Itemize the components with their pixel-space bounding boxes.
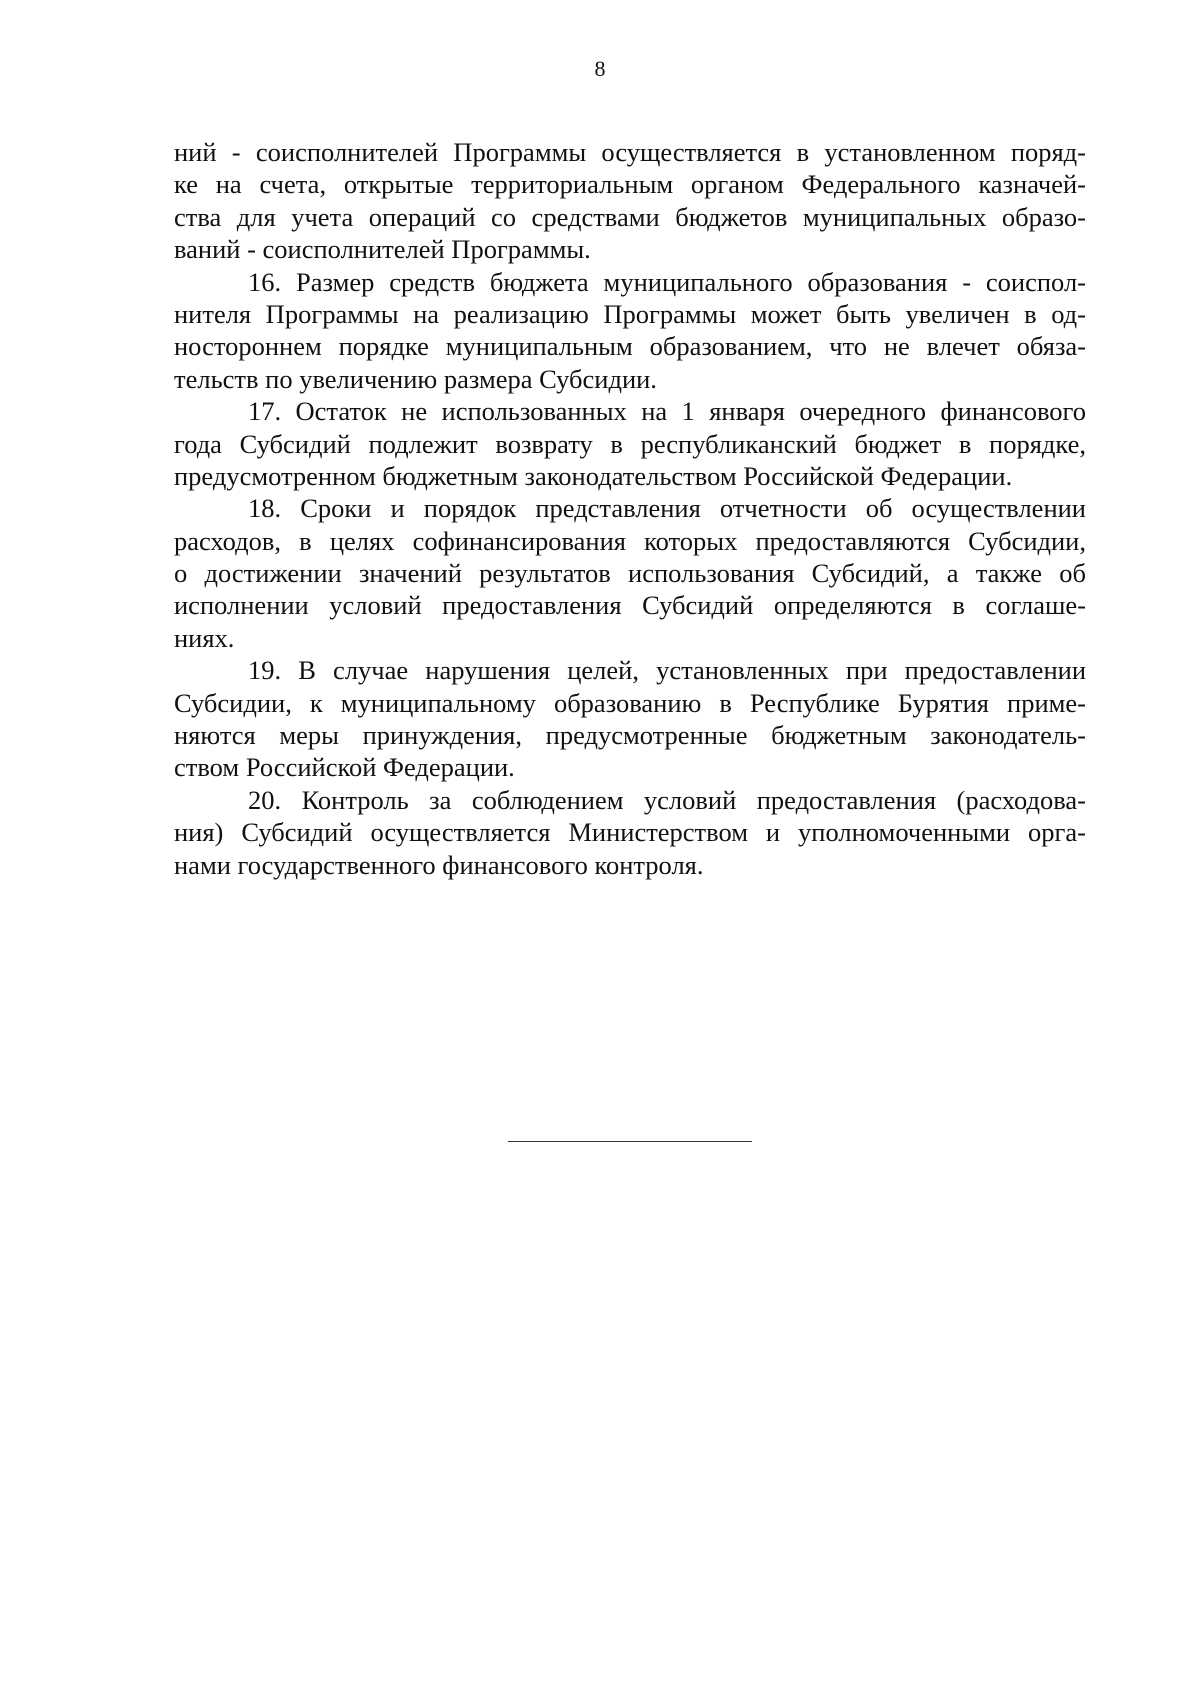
text-line: исполнении условий предоставления Субсидий определяются в соглаше-	[174, 590, 1086, 621]
text-line: няются меры принуждения, предусмотренные бюджетным законодатель-	[174, 720, 1086, 751]
text-line: 20. Контроль за соблюдением условий предоставления (расходова-	[248, 784, 1086, 815]
text-line: 19. В случае нарушения целей, установленных при предоставлении	[248, 655, 1086, 686]
text-line: тельств по увеличению размера Субсидии.	[174, 363, 657, 394]
text-line: ностороннем порядке муниципальным образованием, что не влечет обяза-	[174, 331, 1086, 362]
text-line: предусмотренном бюджетным законодательством Российской Федерации.	[174, 460, 1013, 491]
text-line: ства для учета операций со средствами бюджетов муниципальных образо-	[174, 201, 1086, 232]
document-body	[174, 136, 1086, 881]
text-line: ке на счета, открытые территориальным органом Федерального казначей-	[174, 169, 1086, 200]
paragraph-18	[174, 492, 1086, 654]
text-line: нами государственного финансового контроля.	[174, 849, 704, 880]
text-line: нителя Программы на реализацию Программы может быть увеличен в од-	[174, 298, 1086, 329]
text-line: года Субсидий подлежит возврату в республиканский бюджет в порядке,	[174, 428, 1086, 459]
text-line: 16. Размер средств бюджета муниципального образования - соиспол-	[248, 266, 1086, 297]
text-line: ваний - соисполнителей Программы.	[174, 234, 591, 265]
page-number: 8	[594, 56, 606, 81]
text-line: Субсидии, к муниципальному образованию в Республике Бурятия приме-	[174, 687, 1086, 718]
text-line: ния) Субсидий осуществляется Министерством и уполномоченными орга-	[174, 817, 1086, 848]
text-line: ством Российской Федерации.	[174, 752, 515, 783]
paragraph-16	[174, 266, 1086, 396]
text-line: ниях.	[174, 622, 235, 653]
text-line: ний - соисполнителей Программы осуществляется в установленном поряд-	[174, 137, 1086, 167]
text-line: о достижении значений результатов использования Субсидий, а также об	[174, 558, 1086, 589]
paragraph-20	[174, 784, 1086, 881]
paragraph-19	[174, 654, 1086, 784]
text-line: расходов, в целях софинансирования которых предоставляются Субсидии,	[174, 525, 1086, 556]
text-line: 17. Остаток не использованных на 1 января очередного финансового	[248, 396, 1086, 427]
paragraph-continuation	[174, 136, 1086, 266]
text-line: 18. Сроки и порядок представления отчетности об осуществлении	[248, 493, 1086, 524]
closing-rule	[508, 1141, 752, 1142]
paragraph-17	[174, 395, 1086, 492]
